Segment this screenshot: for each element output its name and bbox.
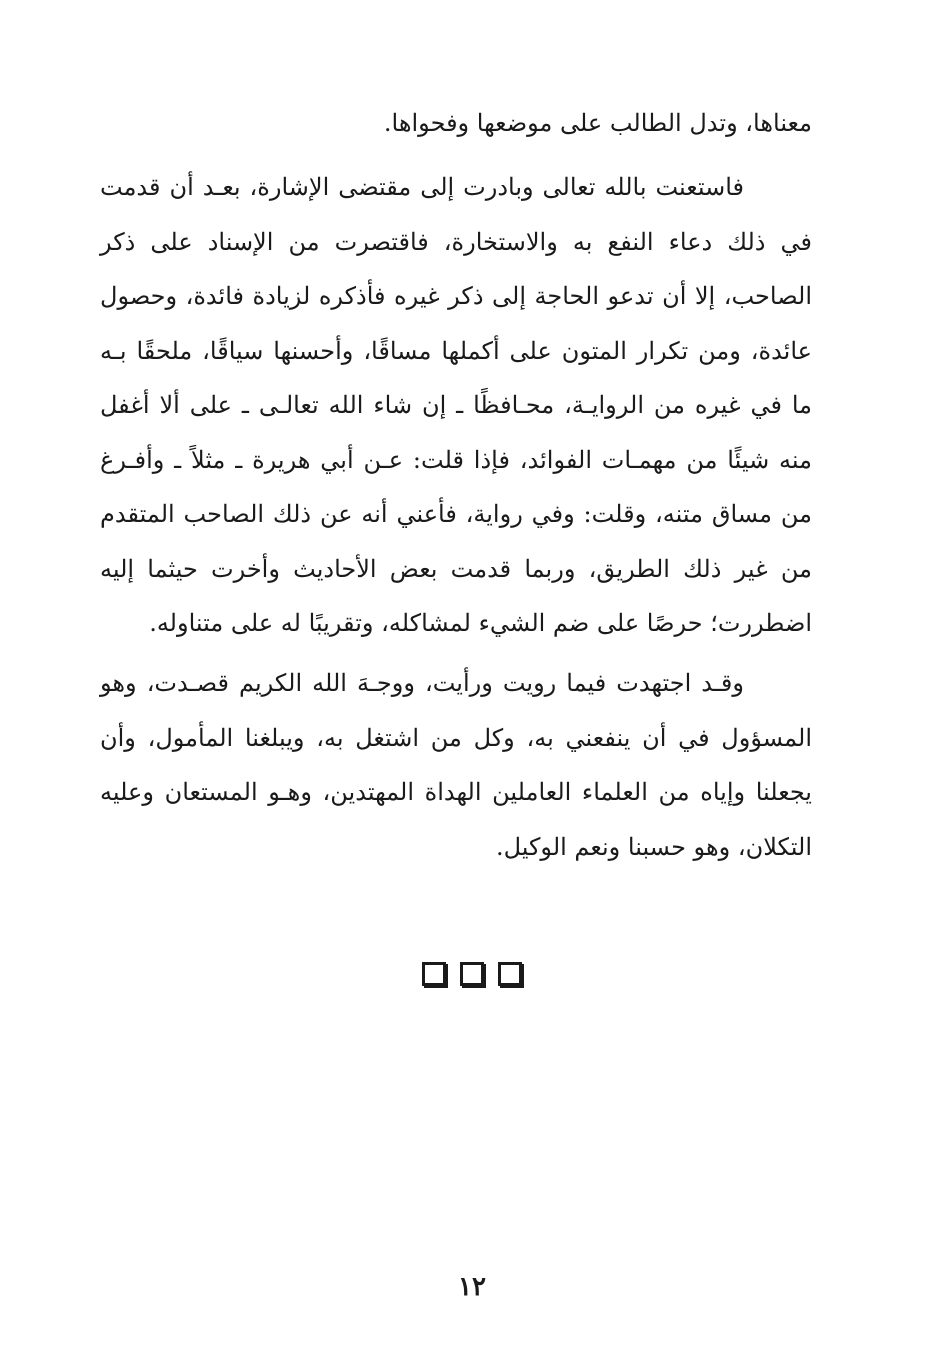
square-ornament-icon: [422, 962, 446, 986]
page-number: ١٢: [458, 1272, 486, 1302]
square-ornament-icon: [498, 962, 522, 986]
square-ornament-icon: [460, 962, 484, 986]
paragraph-1: [100, 96, 812, 151]
paragraph-3: [100, 656, 812, 874]
section-divider-ornament: [0, 962, 944, 986]
paragraph-text: معناها، وتدل الطالب على موضعها وفحواها.: [383, 109, 812, 137]
paragraph-2: [100, 160, 812, 651]
paragraph-text: فاستعنت بالله تعالى وبادرت إلى مقتضى الإشارة، بعـد أن قدمت في ذلك دعاء النفع به والاستخارة، فاقتصرت من الإسناد على ذكر الصاحب، إلا أن تدعو الحاجة إلى ذكر غيره فأذكره لزيادة فائدة، وحصول عائدة، ومن تكرار المتون على أكملها مساقًا، وأحسنها سياقًا، ملحقًا بـه ما في غيره من الروايـة، محـافظًا ـ إن شاء الله تعالـى ـ على ألا أغفل منه شيئًا من مهمـات الفوائد، فإذا قلت: عـن أبي هريرة ـ مثلاً ـ وأفـرغ من مساق متنه، وقلت: وفي رواية، فأعني أنه عن ذلك الصاحب المتقدم من غير ذلك الطريق، وربما قدمت بعض الأحاديث وأخرت حيثما إليه اضطررت؛ حرصًا على ضم الشيء لمشاكله، وتقريبًا له على متناوله.: [100, 173, 812, 637]
paragraph-text: وقـد اجتهدت فيما رويت ورأيت، ووجـهَ الله الكريم قصـدت، وهو المسؤول في أن ينفعني به، وكل من اشتغل به، ويبلغنا المأمول، وأن يجعلنا وإياه من العلماء العاملين الهداة المهتدين، وهـو المستعان وعليه التكلان، وهو حسبنا ونعم الوكيل.: [100, 669, 812, 861]
